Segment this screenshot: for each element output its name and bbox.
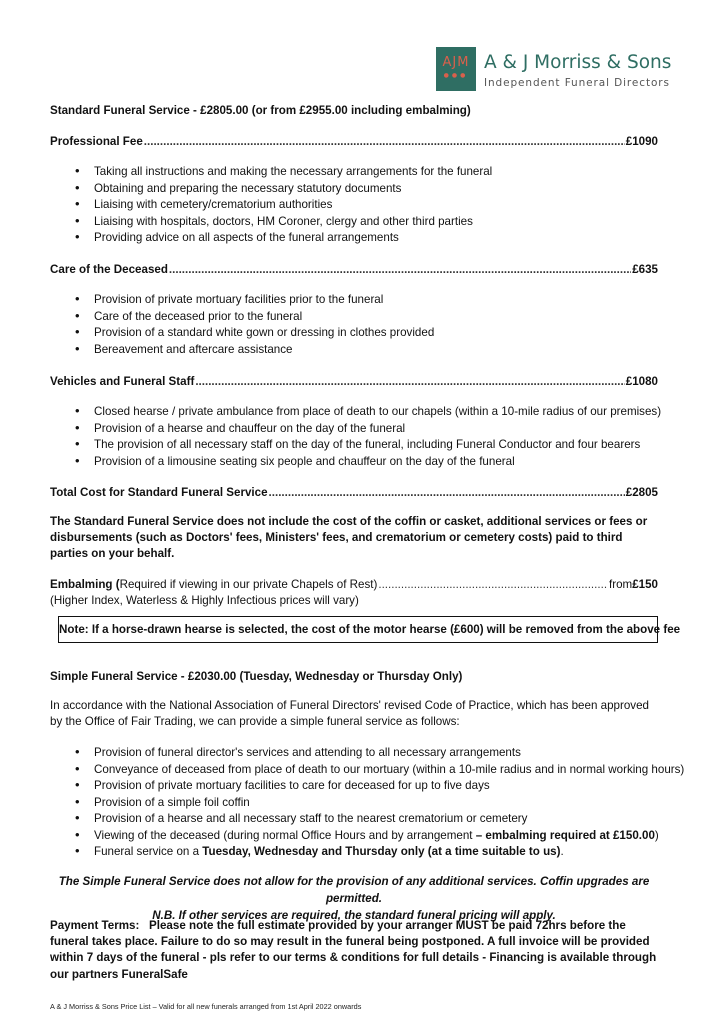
- footer-validity: A & J Morriss & Sons Price List – Valid for all new funerals arranged from 1st April 2022 onwards: [50, 1002, 362, 1011]
- vehicles-fee-list: [50, 404, 662, 470]
- logo-mark: [436, 47, 476, 91]
- vehicles-fee-price: £1080: [625, 375, 658, 388]
- simple-service-list: [50, 745, 685, 861]
- embalming-label-detail: Required if viewing in our private Chapels of Rest): [119, 578, 378, 591]
- payment-terms-paragraph: [50, 918, 658, 983]
- standard-service-heading: Standard Funeral Service - £2805.00 (or from £2955.00 including embalming): [50, 104, 471, 117]
- list-item: • Provision of private mortuary facilities to care for deceased for up to five days: [50, 778, 658, 795]
- list-item: • The provision of all necessary staff on the day of the funeral, including Funeral Conductor and four bearers: [50, 437, 658, 454]
- professional-fee-price: £1090: [625, 135, 658, 148]
- embalming-label: Embalming (: [50, 578, 120, 591]
- service-days-bold: Tuesday, Wednesday and Thursday only (at a time suitable to us): [202, 845, 561, 858]
- embalming-price-prefix: from: [609, 578, 633, 591]
- professional-fee-label: Professional Fee: [50, 135, 143, 148]
- list-item: • Provision of a standard white gown or dressing in clothes provided: [50, 325, 658, 342]
- list-item-service-days: [50, 844, 658, 861]
- leader-dots: [169, 262, 631, 277]
- viewing-embalming-text: – embalming required at £150.00: [475, 828, 655, 842]
- exclusions-paragraph: The Standard Funeral Service does not include the cost of the coffin or casket, additional services or fees or disbursements (such as Doctors' fees, Ministers' fees, and crematorium or cemetery costs) paid to third parties on your behalf.: [50, 515, 648, 561]
- simple-note-line-1: The Simple Funeral Service does not allow for the provision of any additional services. Coffin upgrades are permitted.: [58, 875, 650, 905]
- list-item: • Conveyance of deceased from place of death to our mortuary (within a 10-mile radius and in normal working hours): [50, 762, 658, 779]
- list-item: • Provision of a hearse and all necessary staff to the nearest crematorium or cemetery: [50, 811, 658, 828]
- list-item: • Closed hearse / private ambulance from place of death to our chapels (within a 10-mile radius of our premises): [50, 404, 658, 421]
- embalming-note: (Higher Index, Waterless & Highly Infectious prices will vary): [50, 594, 359, 607]
- total-cost-label: Total Cost for Standard Funeral Service: [50, 486, 268, 499]
- list-item: • Taking all instructions and making the necessary arrangements for the funeral: [50, 164, 658, 181]
- service-days-end: .: [560, 845, 564, 858]
- vehicles-fee-row: [50, 374, 658, 389]
- embalming-price: £150: [632, 578, 658, 591]
- leader-dots: [144, 134, 625, 149]
- simple-service-heading: Simple Funeral Service - £2030.00 (Tuesday, Wednesday or Thursday Only): [50, 670, 463, 683]
- list-item: • Liaising with hospitals, doctors, HM Coroner, clergy and other third parties: [50, 214, 658, 231]
- list-item: • Provision of private mortuary facilities prior to the funeral: [50, 292, 658, 309]
- logo-tagline: Independent Funeral Directors: [484, 77, 670, 89]
- total-cost-price: £2805: [625, 486, 658, 499]
- embalming-row: [50, 577, 658, 592]
- care-fee-list: [50, 292, 658, 358]
- list-item: • Provision of a hearse and chauffeur on the day of the funeral: [50, 421, 658, 438]
- leader-dots: [378, 577, 608, 592]
- logo-monogram: AJM: [442, 55, 470, 70]
- company-logo: [436, 47, 676, 95]
- list-item: • Provision of a limousine seating six people and chauffeur on the day of the funeral: [50, 454, 658, 471]
- payment-terms-label: Payment Terms:: [50, 919, 140, 932]
- list-item: • Bereavement and aftercare assistance: [50, 342, 658, 359]
- list-item: • Liaising with cemetery/crematorium authorities: [50, 197, 658, 214]
- professional-fee-row: [50, 134, 658, 149]
- service-days-text: Funeral service on a: [94, 845, 203, 858]
- list-item: • Provision of funeral director's services and attending to all necessary arrangements: [50, 745, 658, 762]
- simple-note-line-2: N.B. If other services are required, the standard funeral pricing will apply.: [152, 908, 556, 922]
- payment-terms-text: Please note the full estimate provided by your arranger MUST be paid 72hrs before the funeral takes place. Failure to do so may result in the funeral being postponed. A full invoice will be provided within 7 days of the funeral - pls refer to our terms & conditions for full details - Financing is available through our partners FuneralSafe: [50, 919, 657, 981]
- logo-dots: ●●●: [443, 72, 469, 79]
- horse-drawn-note-box: Note: If a horse-drawn hearse is selected, the cost of the motor hearse (£600) will be removed from the above fee: [58, 616, 658, 643]
- list-item-viewing: [50, 828, 658, 845]
- care-fee-label: Care of the Deceased: [50, 263, 168, 276]
- list-item: • Provision of a simple foil coffin: [50, 795, 658, 812]
- list-item: • Obtaining and preparing the necessary statutory documents: [50, 181, 658, 198]
- leader-dots: [269, 485, 625, 500]
- simple-service-note: [50, 874, 658, 924]
- logo-company-name: A & J Morriss & Sons: [484, 52, 672, 73]
- care-fee-row: [50, 262, 658, 277]
- simple-intro-paragraph: In accordance with the National Association of Funeral Directors' revised Code of Practice, which has been approved by the Office of Fair Trading, we can provide a simple funeral service as follows:: [50, 699, 649, 729]
- total-cost-row: [50, 485, 658, 500]
- viewing-end: ): [654, 828, 659, 842]
- leader-dots: [195, 374, 624, 389]
- vehicles-fee-label: Vehicles and Funeral Staff: [50, 375, 195, 388]
- viewing-text: Viewing of the deceased (during normal Office Hours and by arrangement: [94, 828, 476, 842]
- list-item: • Providing advice on all aspects of the funeral arrangements: [50, 230, 658, 247]
- professional-fee-list: [50, 164, 658, 247]
- list-item: • Care of the deceased prior to the funeral: [50, 309, 658, 326]
- care-fee-price: £635: [632, 263, 658, 276]
